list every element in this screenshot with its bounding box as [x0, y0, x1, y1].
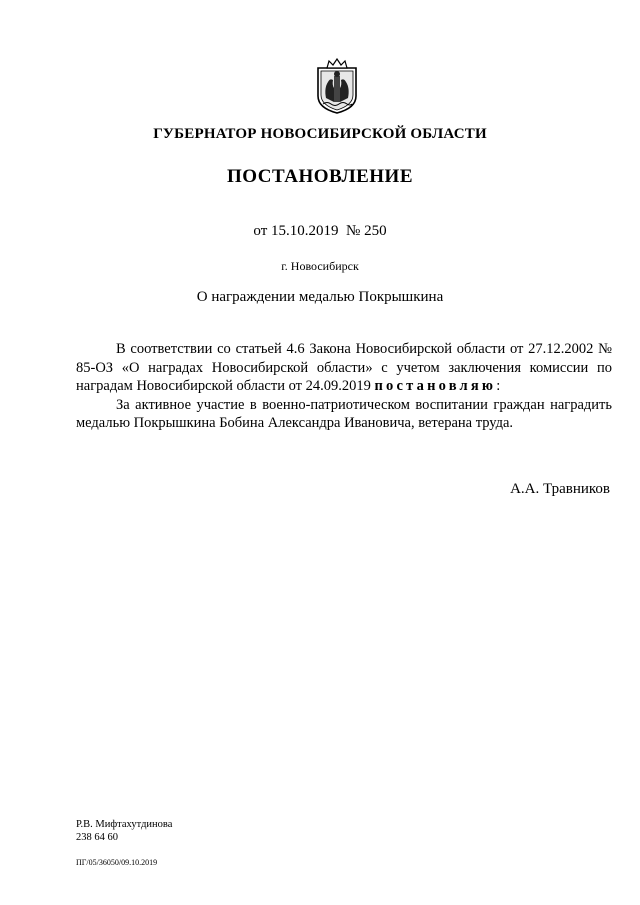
- body-paragraph-1: [76, 340, 612, 396]
- date-and-number: от 15.10.2019 № 250: [253, 223, 387, 239]
- decree-word: постановляю: [374, 378, 497, 394]
- signatory-name: А.А. Травников: [510, 481, 610, 497]
- document-type-title: ПОСТАНОВЛЕНИЕ: [226, 166, 414, 187]
- executor-phone: 238 64 60: [76, 832, 118, 843]
- body-paragraph-1-text: В соответствии со статьей 4.6 Закона Новосибирской области от 27.12.2002 № 85-ОЗ «О наградах Новосибирской области» с учетом заключения комиссии по наградам Новосибирской области от 24.09.2019: [76, 341, 612, 394]
- city-label: г. Новосибирск: [281, 259, 359, 273]
- body-paragraph-2: За активное участие в военно-патриотическом воспитании граждан наградить медалью Покрышкина Бобина Александра Ивановича, ветерана труда.: [76, 396, 612, 431]
- document-code: ПГ/05/36050/09.10.2019: [76, 858, 158, 867]
- novosibirsk-coat-of-arms-icon: [315, 58, 359, 114]
- body-paragraph-1-end: :: [496, 378, 501, 394]
- document-subject: О награждении медалью Покрышкина: [196, 289, 444, 305]
- executor-name: Р.В. Мифтахутдинова: [76, 819, 173, 830]
- executor-block: [76, 818, 172, 844]
- issuing-authority: ГУБЕРНАТОР НОВОСИБИРСКОЙ ОБЛАСТИ: [153, 126, 487, 142]
- document-body: [76, 340, 612, 433]
